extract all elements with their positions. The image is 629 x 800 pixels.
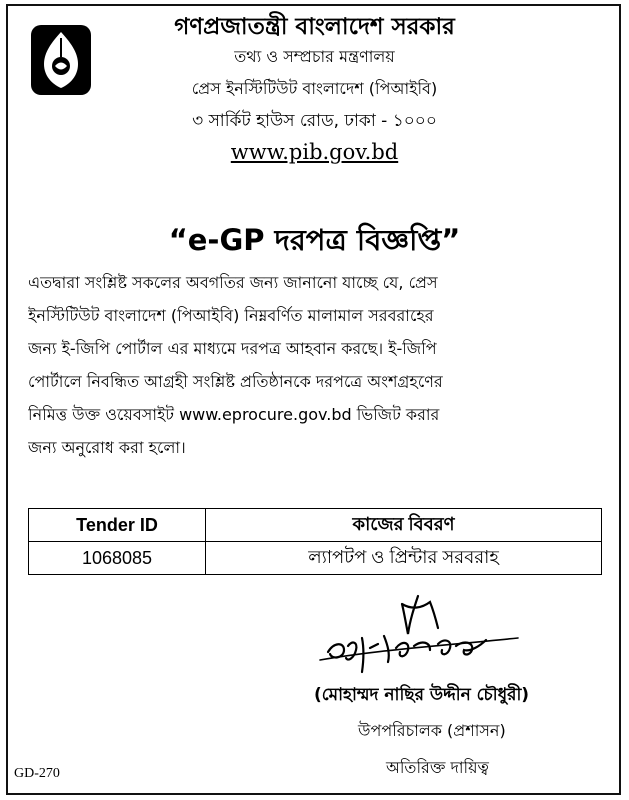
signatory-name: (মোহাম্মদ নাছির উদ্দীন চৌধুরী) <box>314 685 530 705</box>
header-work-description: কাজের বিবরণ <box>206 509 602 542</box>
body-line: জন্য ই-জিপি পোর্টাল এর মাধ্যমে দরপত্র আহবান করছে। ই-জিপি <box>28 339 437 358</box>
table-row <box>29 542 602 575</box>
handwritten-signature <box>318 588 528 678</box>
table-header-row <box>29 509 602 542</box>
header-tender-id: Tender ID <box>29 509 206 542</box>
body-line: এতদ্বারা সংশ্লিষ্ট সকলের অবগতির জন্য জানানো যাচ্ছে যে, প্রেস <box>28 273 438 292</box>
tender-id-cell: 1068085 <box>29 542 206 575</box>
website-link[interactable]: www.pib.gov.bd <box>230 140 399 164</box>
body-line: নিমিত্ত উক্ত ওয়েবসাইট www.eprocure.gov.bd ভিজিট করার <box>28 405 440 424</box>
work-description-cell: ল্যাপটপ ও প্রিন্টার সরবরাহ <box>206 542 602 575</box>
body-line: জন্য অনুরোধ করা হলো। <box>28 438 186 457</box>
tender-table <box>28 508 602 575</box>
notice-title: “e-GP দরপত্র বিজ্ঞপ্তি” <box>168 223 461 257</box>
institute-name: প্রেস ইনস্টিটিউট বাংলাদেশ (পিআইবি) <box>191 79 438 98</box>
signatory-additional-charge: অতিরিক্ত দায়িত্ব <box>386 758 489 777</box>
address: ৩ সার্কিট হাউস রোড, ঢাকা - ১০০০ <box>192 111 437 131</box>
signatory-designation: উপপরিচালক (প্রশাসন) <box>358 721 506 740</box>
government-title: গণপ্রজাতন্ত্রী বাংলাদেশ সরকার <box>174 14 455 40</box>
notice-body <box>28 266 602 464</box>
body-line: ইনস্টিটিউট বাংলাদেশ (পিআইবি) নিম্নবর্ণিত মালামাল সরবরাহের <box>28 306 434 325</box>
ad-code: GD-270 <box>14 766 60 781</box>
ministry-name: তথ্য ও সম্প্রচার মন্ত্রণালয় <box>234 47 395 66</box>
body-line: পোর্টালে নিবন্ধিত আগ্রহী সংশ্লিষ্ট প্রতিষ্ঠানকে দরপত্রে অংশগ্রহণের <box>28 372 443 391</box>
